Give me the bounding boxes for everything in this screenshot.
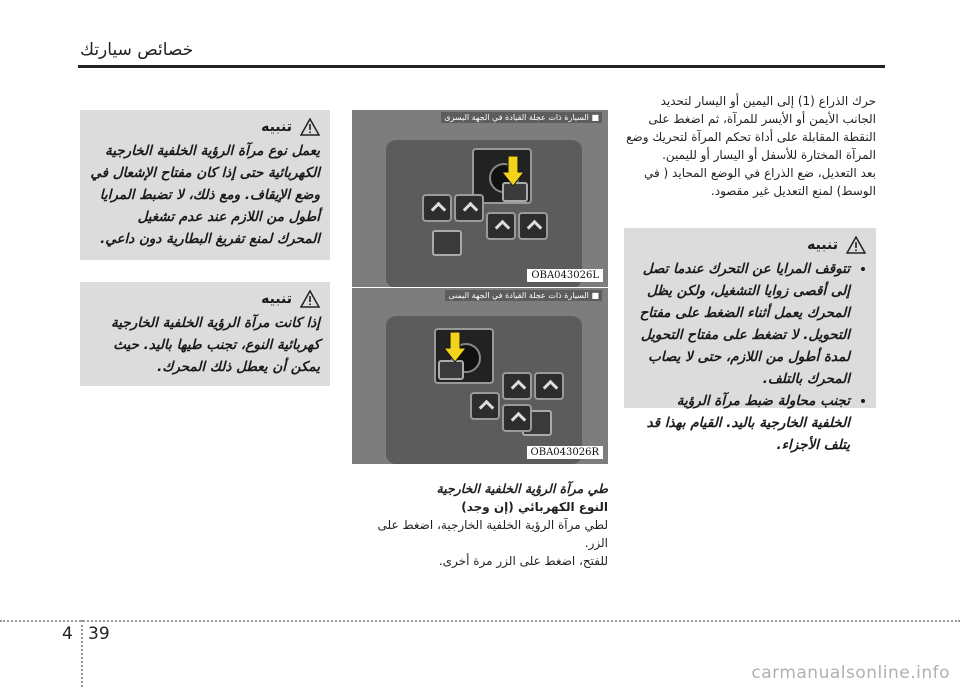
adjust-instructions bbox=[624, 92, 876, 200]
section-title: خصائص سيارتك bbox=[80, 40, 194, 60]
mirror-fold-button bbox=[438, 360, 464, 380]
window-switch bbox=[534, 372, 564, 400]
page-number: 39 bbox=[88, 624, 110, 644]
window-switch bbox=[502, 372, 532, 400]
window-switch bbox=[422, 194, 452, 222]
caution-box-3 bbox=[624, 228, 876, 453]
window-switch bbox=[470, 392, 500, 420]
header-divider bbox=[78, 65, 885, 68]
arrow-indicator-icon bbox=[502, 156, 524, 186]
window-switch bbox=[502, 404, 532, 432]
caution-title: تنبيه bbox=[807, 237, 838, 253]
chapter-number: 4 bbox=[62, 624, 73, 644]
warning-icon bbox=[300, 290, 320, 308]
window-switch bbox=[454, 194, 484, 222]
instruction-paragraph-2: بعد التعديل، ضع الذراع في الوضع المحايد ( في الوسط) لمنع التعديل غير مقصود. bbox=[644, 166, 876, 198]
window-switch bbox=[518, 212, 548, 240]
lock-button bbox=[432, 230, 462, 256]
watermark: carmanualsonline.info bbox=[751, 663, 950, 683]
caution-box-2 bbox=[80, 282, 330, 386]
instruction-fold: لطي مرآة الرؤية الخلفية الخارجية، اضغط على الزر. bbox=[377, 518, 608, 550]
instruction-unfold: للفتح، اضغط على الزر مرة أخرى. bbox=[438, 554, 608, 568]
caution-item: • تجنب محاولة ضبط مرآة الرؤية الخلفية الخارجية باليد. القيام بهذا قد يتلف الأجزاء. bbox=[634, 390, 850, 456]
warning-icon bbox=[846, 236, 866, 254]
caution-item: • تتوقف المرايا عن التحرك عندما تصل إلى أقصى زوايا التشغيل، ولكن يظل المحرك يعمل أثناء الضغط على مفتاح التحويل. لا تضغط على مفتاح التحويل لمدة أطول من اللازم، حتى لا يصاب المحرك بالتلف. bbox=[634, 258, 850, 390]
photo-code: OBA043026R bbox=[527, 446, 603, 459]
caution-text: يعمل نوع مرآة الرؤية الخلفية الخارجية الكهربائية حتى إذا كان مفتاح الإشعال في وضع الإيقاف. ومع ذلك، لا تضبط المرايا أطول من اللازم عند عدم تشغيل المحرك لمنع تفريغ البطارية دون داعي. bbox=[90, 143, 320, 247]
arrow-indicator-icon bbox=[444, 332, 466, 362]
caution-title: تنبيه bbox=[261, 119, 292, 135]
footer-vertical-divider bbox=[81, 620, 83, 687]
photo-right-hand-drive bbox=[352, 288, 608, 464]
folding-section bbox=[352, 480, 608, 570]
caution-title: تنبيه bbox=[261, 291, 292, 307]
footer-divider bbox=[0, 620, 960, 622]
warning-icon bbox=[300, 118, 320, 136]
photo-left-hand-drive bbox=[352, 110, 608, 287]
section-subheading: النوع الكهربائي (إن وجد) bbox=[461, 500, 608, 514]
caution-list bbox=[634, 258, 866, 456]
caution-box-1 bbox=[80, 110, 330, 260]
photo-code: OBA043026L bbox=[527, 269, 603, 282]
section-heading: طي مرآة الرؤية الخلفية الخارجية bbox=[436, 481, 608, 496]
photo-caption: ■ السيارة ذات عجلة القيادة في الجهة اليمنى bbox=[445, 290, 602, 301]
window-switch bbox=[486, 212, 516, 240]
photo-caption: ■ السيارة ذات عجلة القيادة في الجهة اليسرى bbox=[441, 112, 602, 123]
instruction-paragraph: حرك الذراع (1) إلى اليمين أو اليسار لتحديد الجانب الأيمن أو الأيسر للمرآة، ثم اضغط على النقطة المقابلة على أداة تحكم المرآة لتحريك وضع المرآة المختارة للأسفل أو اليسار أو لليمين. bbox=[626, 94, 876, 162]
caution-text: إذا كانت مرآة الرؤية الخلفية الخارجية كهربائية النوع، تجنب طيها باليد. حيث يمكن أن يعطل ذلك المحرك. bbox=[111, 315, 320, 375]
